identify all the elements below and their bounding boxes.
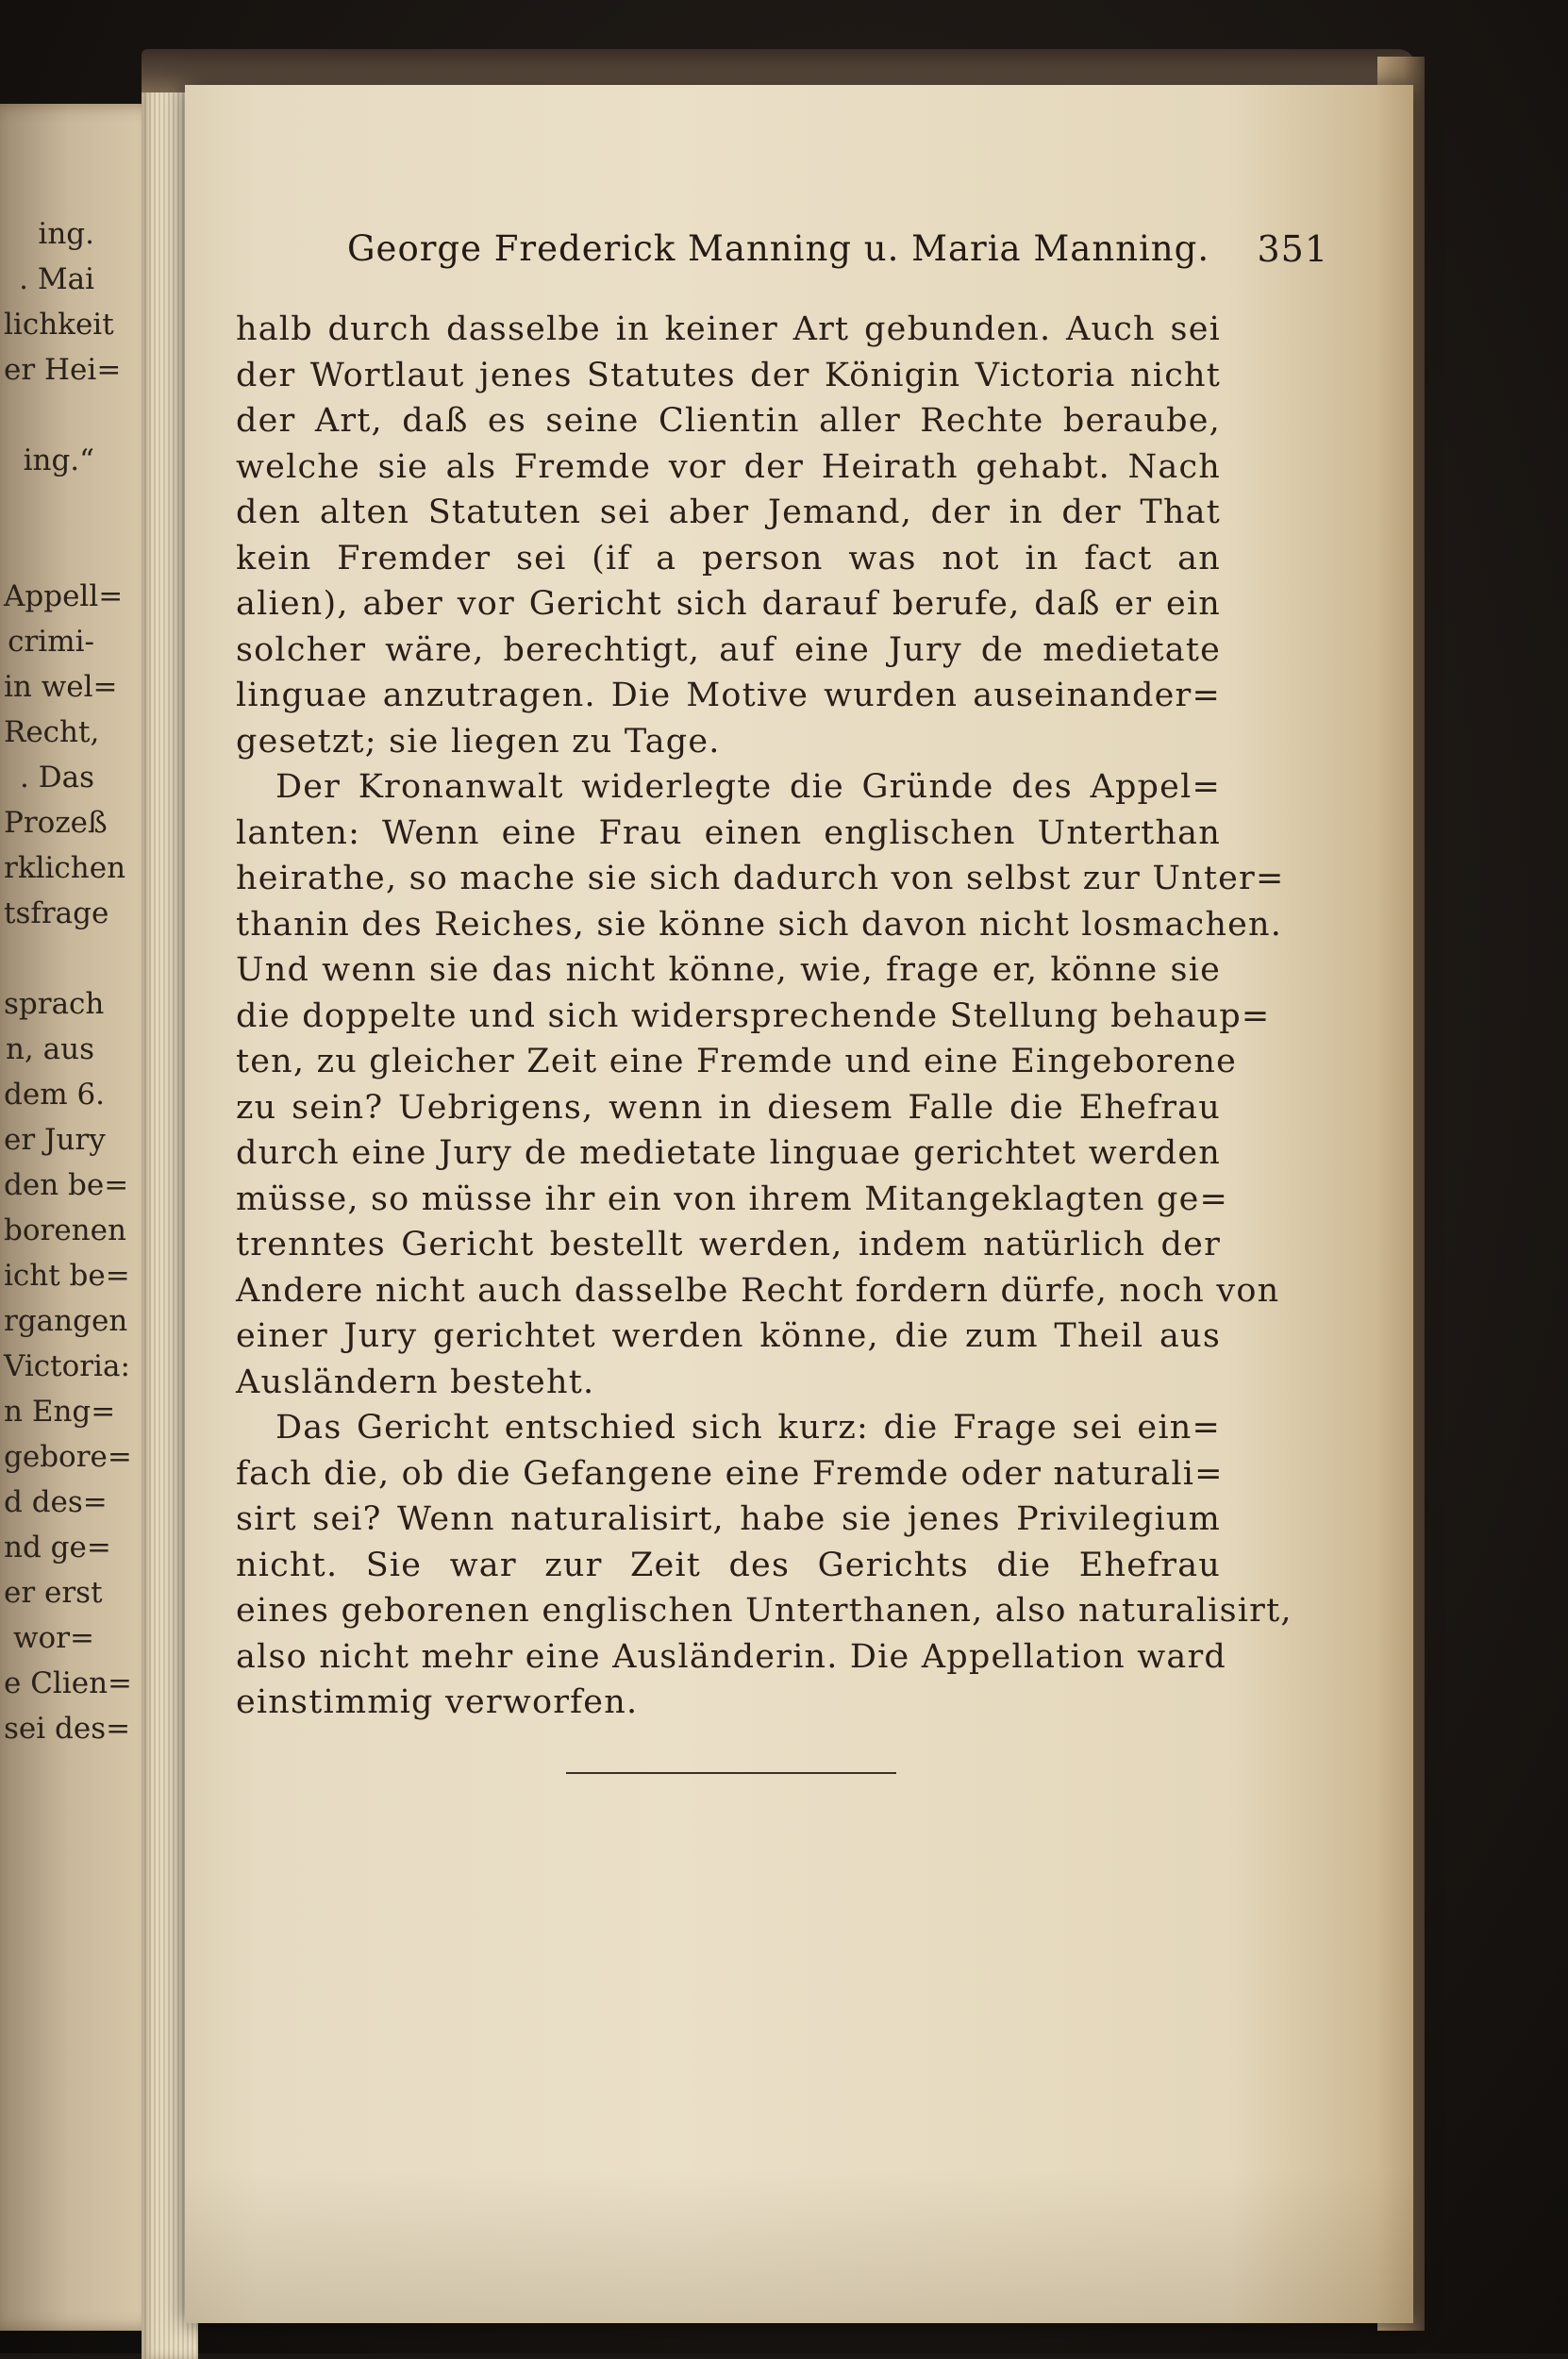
left-page-fragment [4, 937, 94, 982]
left-page-fragment: in wel= [4, 670, 118, 704]
left-page-fragment: ing. [38, 217, 94, 251]
left-page-fragment: d des= [4, 1485, 108, 1519]
running-head-title: George Frederick Manning u. Maria Manning. [347, 228, 1210, 269]
text-line: thanin des Reiches, sie könne sich davon nicht losmachen. [236, 905, 1283, 944]
left-page-fragment: e Clien= [4, 1666, 133, 1700]
left-page-fragment: gebore= [4, 1440, 132, 1474]
text-line: welche sie als Fremde vor der Heirath gehabt. Nach [236, 447, 1221, 486]
text-line: müsse, so müsse ihr ein von ihrem Mitangeklagten ge= [236, 1180, 1229, 1218]
text-line: halb durch dasselbe in keiner Art gebunden. Auch sei [236, 310, 1221, 348]
text-line: durch eine Jury de medietate linguae gerichtet werden [236, 1134, 1221, 1172]
text-line: linguae anzutragen. Die Motive wurden auseinander= [236, 677, 1221, 714]
text-line: zu sein? Uebrigens, wenn in diesem Falle die Ehefrau [236, 1088, 1221, 1127]
text-line: Der Kronanwalt widerlegte die Gründe des Appel= [275, 768, 1221, 806]
left-page-fragment: lichkeit [4, 308, 114, 342]
text-line: der Art, daß es seine Clientin aller Rechte beraube, [236, 402, 1221, 440]
left-page-fragment: nd ge= [4, 1531, 111, 1564]
left-page-fragment: ing.“ [23, 443, 94, 477]
left-page-fragment: Recht, [4, 715, 100, 749]
left-page-fragment [4, 529, 94, 575]
right-page [185, 85, 1413, 2323]
section-rule [566, 1772, 896, 1774]
left-page-fragment: . Das [20, 761, 94, 795]
left-page-fragment: dem 6. [4, 1078, 106, 1112]
left-page-fragment [4, 393, 94, 439]
text-line: Das Gericht entschied sich kurz: die Frage sei ein= [275, 1409, 1221, 1447]
text-line: eines geborenen englischen Unterthanen, also naturalisirt, [236, 1592, 1293, 1630]
left-page-fragment: sei des= [4, 1712, 131, 1746]
left-page-fragment: n Eng= [4, 1395, 116, 1429]
left-page-fragment: er erst [4, 1576, 103, 1610]
text-line: Ausländern besteht. [236, 1363, 595, 1401]
left-page-fragment: er Hei= [4, 353, 122, 387]
running-head [347, 228, 1328, 269]
left-page-fragment: Victoria: [4, 1349, 130, 1383]
paragraph [236, 764, 1285, 1405]
text-line: der Wortlaut jenes Statutes der Königin Victoria nicht [236, 356, 1221, 394]
text-line: lanten: Wenn eine Frau einen englischen Unterthan [236, 813, 1221, 852]
text-line: also nicht mehr eine Ausländerin. Die Appellation ward [236, 1637, 1226, 1676]
left-page-fragment: sprach [4, 987, 105, 1021]
text-line: sirt sei? Wenn naturalisirt, habe sie jenes Privilegium [236, 1500, 1221, 1538]
body-text [236, 307, 1293, 1726]
left-page-fragment: Appell= [4, 579, 124, 613]
text-line: Und wenn sie das nicht könne, wie, frage er, könne sie [236, 951, 1221, 989]
text-line: nicht. Sie war zur Zeit des Gerichts die Ehefrau [236, 1546, 1221, 1584]
left-page-fragment: n, aus [5, 1032, 94, 1066]
left-page-fragment: Prozeß [4, 806, 108, 840]
text-line: heirathe, so mache sie sich dadurch von selbst zur Unter= [236, 860, 1285, 897]
text-line: alien), aber vor Gericht sich darauf berufe, daß er ein [236, 585, 1221, 623]
text-line: fach die, ob die Gefangene eine Fremde oder naturali= [236, 1454, 1224, 1493]
text-line: ten, zu gleicher Zeit eine Fremde und eine Eingeborene [236, 1043, 1238, 1080]
left-page-fragment: . Mai [19, 262, 94, 296]
text-line: solcher wäre, berechtigt, auf eine Jury de medietate [236, 630, 1221, 669]
text-line: einstimmig verworfen. [236, 1683, 639, 1721]
text-line: trenntes Gericht bestellt werden, indem natürlich der [236, 1226, 1221, 1263]
text-line: gesetzt; sie liegen zu Tage. [236, 722, 721, 761]
page-content [236, 85, 1349, 2323]
text-line: den alten Statuten sei aber Jemand, der in der That [236, 494, 1221, 531]
text-line: kein Fremder sei (if a person was not in fact an [236, 539, 1221, 577]
paragraph [236, 1405, 1293, 1726]
left-page-fragment: wor= [13, 1621, 94, 1655]
left-page-fragment: rklichen [4, 851, 126, 885]
page-number: 351 [1257, 228, 1328, 270]
text-line: die doppelte und sich widersprechende Stellung behaup= [236, 996, 1271, 1035]
left-page-fragment: icht be= [4, 1259, 130, 1293]
left-page-fragment: den be= [4, 1168, 129, 1202]
left-page-fragment: er Jury [4, 1123, 106, 1157]
left-page-text-fragments [4, 212, 133, 1752]
left-page-fragment [4, 484, 94, 529]
paragraph [236, 307, 1221, 764]
left-page-fragment: borenen [4, 1213, 126, 1247]
left-page-fragment: tsfrage [4, 896, 109, 930]
text-line: Andere nicht auch dasselbe Recht fordern dürfe, noch von [236, 1271, 1280, 1310]
left-page-fragment: crimi- [8, 625, 94, 659]
left-page-fragment: rgangen [4, 1304, 128, 1338]
text-line: einer Jury gerichtet werden könne, die zum Theil aus [236, 1317, 1221, 1355]
